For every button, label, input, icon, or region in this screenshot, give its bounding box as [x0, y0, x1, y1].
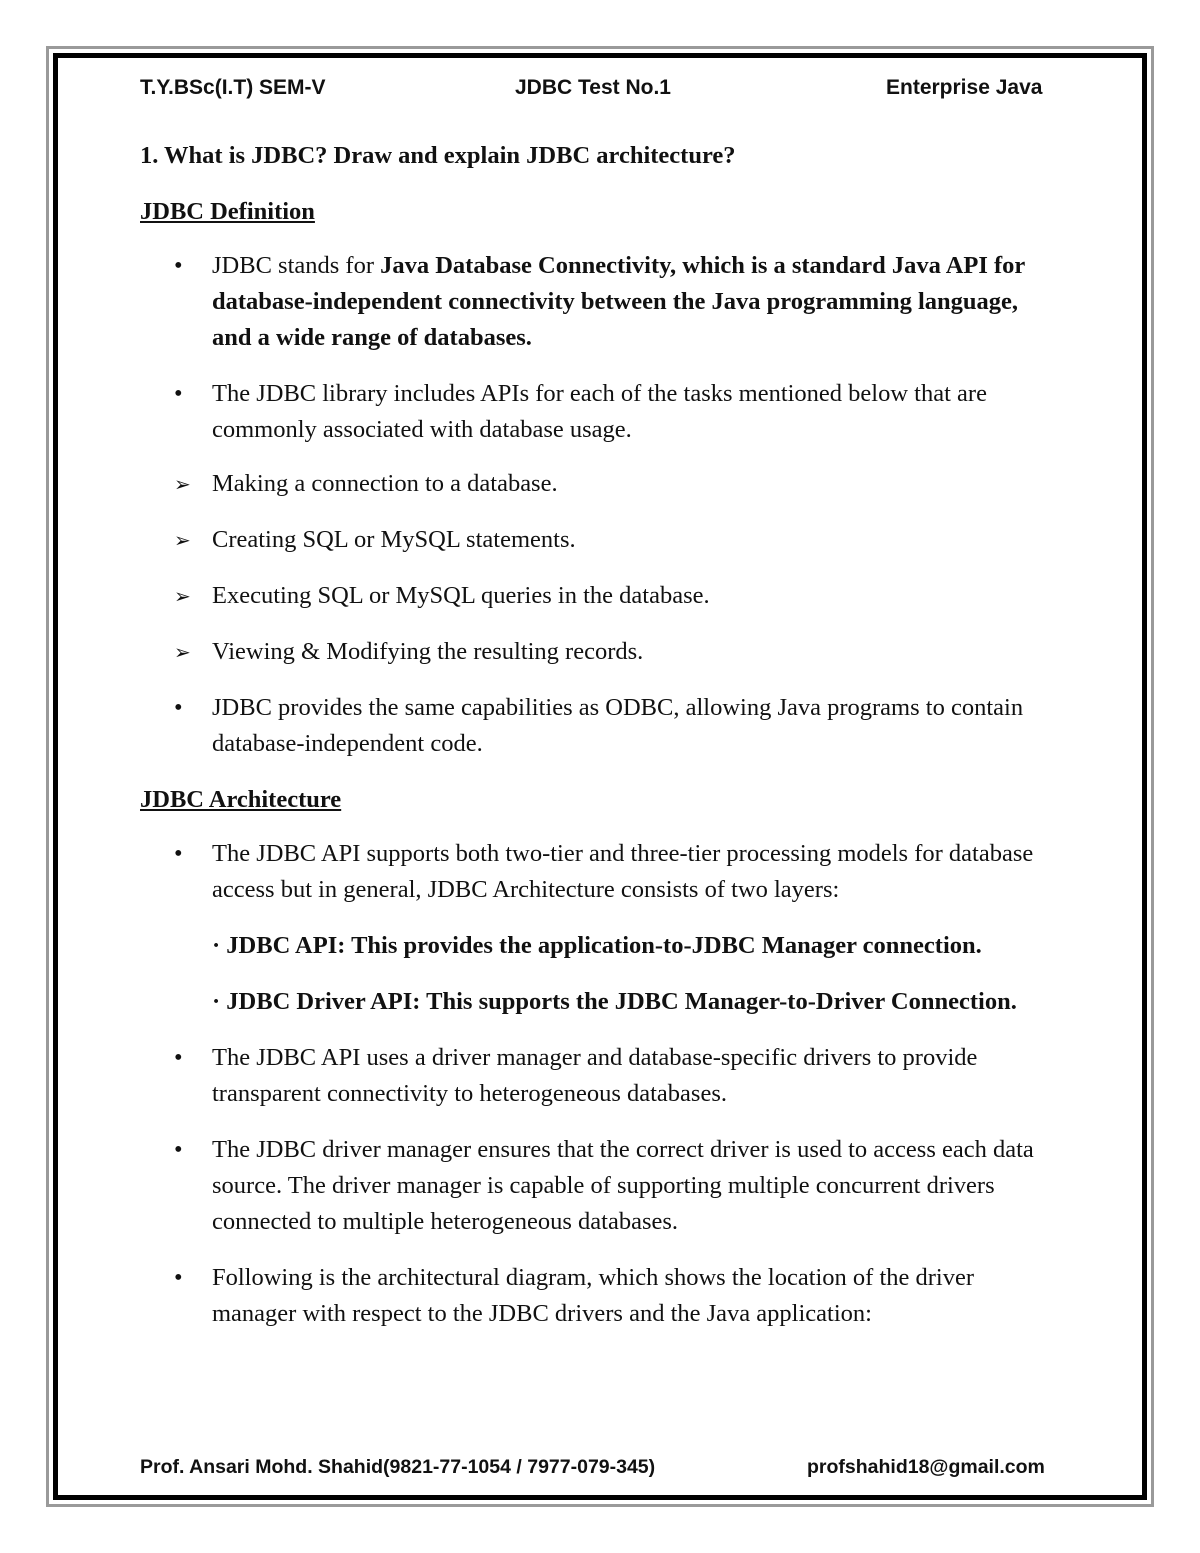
list-item — [140, 1260, 1060, 1332]
header-course: T.Y.BSc(I.T) SEM-V — [140, 76, 326, 99]
list-item — [140, 1040, 1060, 1112]
bullet-icon: • — [174, 1136, 183, 1163]
definition-list — [140, 248, 1060, 762]
arrow-bullet-icon: ➢ — [174, 472, 191, 496]
task-text: Executing SQL or MySQL queries in the database. — [212, 582, 710, 609]
header-subject: Enterprise Java — [886, 76, 1043, 99]
tier-models-text: The JDBC API supports both two-tier and three-tier processing models for database access but in general, JDBC Architecture consists of two layers: — [212, 840, 1034, 903]
jdbc-api-layer: · JDBC API: This provides the application-to-JDBC Manager connection. — [212, 932, 982, 959]
bullet-icon: • — [174, 1264, 183, 1291]
library-text: The JDBC library includes APIs for each of the tasks mentioned below that are commonly associated with database usage. — [212, 380, 987, 443]
diagram-intro-text: Following is the architectural diagram, which shows the location of the driver manager with respect to the JDBC drivers and the Java application: — [212, 1264, 975, 1327]
bullet-icon: • — [174, 252, 183, 279]
section-title-architecture: JDBC Architecture — [140, 786, 342, 813]
question-heading: 1. What is JDBC? Draw and explain JDBC architecture? — [140, 142, 736, 169]
bullet-icon: • — [174, 694, 183, 721]
section-title-definition: JDBC Definition — [140, 198, 315, 225]
list-item — [140, 690, 1060, 762]
arrow-bullet-icon: ➢ — [174, 528, 191, 552]
task-item — [140, 522, 1060, 558]
arrow-bullet-icon: ➢ — [174, 640, 191, 664]
task-text: Viewing & Modifying the resulting records. — [212, 638, 644, 665]
jdbc-driver-api-layer: · JDBC Driver API: This supports the JDBC Manager-to-Driver Connection. — [212, 988, 1017, 1015]
task-item — [140, 466, 1060, 502]
task-text: Making a connection to a database. — [212, 470, 558, 497]
list-item — [140, 1132, 1060, 1240]
list-item — [140, 836, 1060, 908]
bullet-icon: • — [174, 840, 183, 867]
driver-manager-ensures-text: The JDBC driver manager ensures that the correct driver is used to access each data source. The driver manager is capable of supporting multiple concurrent drivers connected to multiple heterogeneous databases. — [212, 1136, 1034, 1235]
definition-text-plain: JDBC stands for — [212, 252, 381, 279]
task-item — [140, 634, 1060, 670]
odbc-text: JDBC provides the same capabilities as ODBC, allowing Java programs to contain database-independent code. — [212, 694, 1024, 757]
driver-manager-text: The JDBC API uses a driver manager and database-specific drivers to provide transparent connectivity to heterogeneous databases. — [212, 1044, 978, 1107]
footer-email: profshahid18@gmail.com — [807, 1456, 1045, 1478]
bullet-icon: • — [174, 380, 183, 407]
definition-text-bold: Java Database Connectivity, which is a standard Java API for database-independent connectivity between the Java programming language, and a wide range of databases. — [212, 252, 1025, 351]
tasks-list — [140, 466, 1060, 670]
footer-author: Prof. Ansari Mohd. Shahid(9821-77-1054 / 7977-079-345) — [140, 1456, 656, 1478]
header-test-title: JDBC Test No.1 — [515, 76, 671, 99]
architecture-list — [140, 836, 1060, 908]
arrow-bullet-icon: ➢ — [174, 584, 191, 608]
list-item — [140, 248, 1060, 356]
list-item — [140, 376, 1060, 670]
bullet-icon: • — [174, 1044, 183, 1071]
architecture-list-continued — [140, 1040, 1060, 1332]
document-body — [140, 138, 1060, 1352]
task-text: Creating SQL or MySQL statements. — [212, 526, 576, 553]
task-item — [140, 578, 1060, 614]
